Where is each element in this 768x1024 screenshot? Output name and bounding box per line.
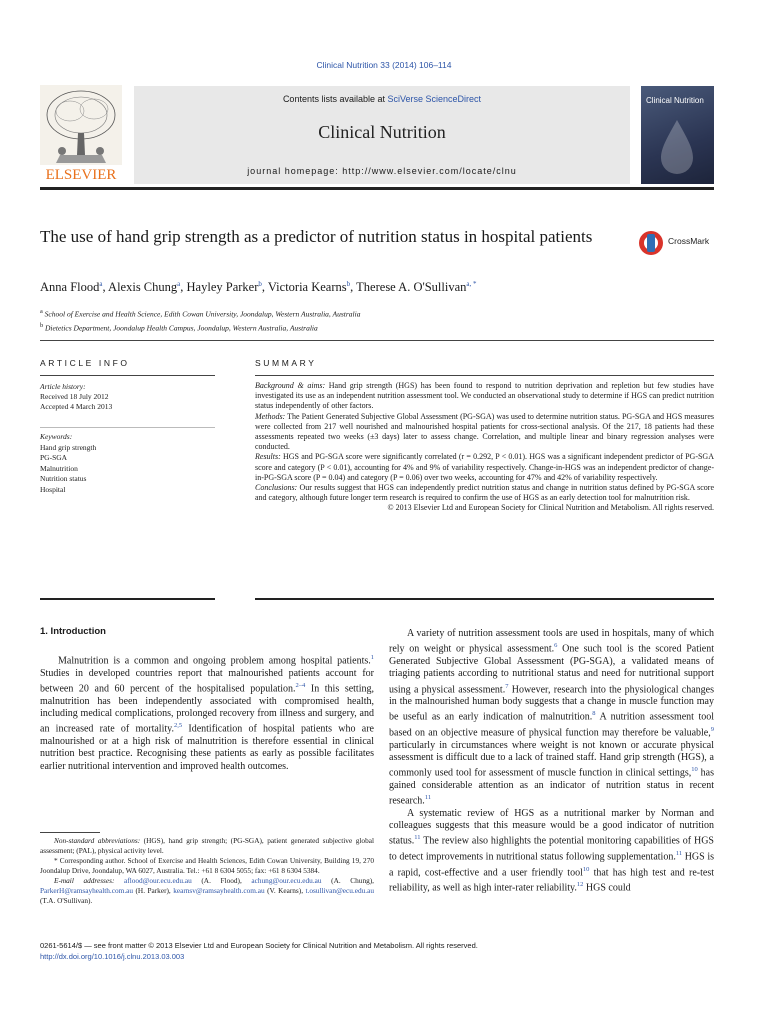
email-link[interactable]: kearnsv@ramsayhealth.com.au bbox=[173, 886, 265, 895]
abstract-methods bbox=[255, 412, 714, 453]
body-column-right bbox=[389, 628, 714, 895]
citation-ref[interactable]: 10 bbox=[691, 766, 698, 774]
methods-label: Methods: bbox=[255, 411, 286, 421]
email-link[interactable]: t.osullivan@ecu.edu.au bbox=[305, 886, 374, 895]
keywords-label: Keywords: bbox=[40, 432, 73, 441]
citation-ref[interactable]: 11 bbox=[675, 850, 683, 858]
text-run: In this setting, malnutrition has been independently associated with compromised health, including medical complications, prolonged recovery from illness and surgery, and an increased rate of mortality. bbox=[40, 683, 374, 735]
journal-name: Clinical Nutrition bbox=[318, 122, 446, 142]
text-run: HGS is a rapid, cost-effective and a user friendly tool bbox=[389, 851, 714, 878]
results-label: Results: bbox=[255, 452, 281, 462]
citation-ref[interactable]: 8 bbox=[592, 710, 596, 718]
text-run: A systematic review of HGS as a nutritional marker by Norman and colleagues suggests that this measure would be a good indicator of nutrition status. bbox=[389, 807, 714, 847]
cover-title: Clinical Nutrition bbox=[646, 96, 704, 105]
abstract bbox=[255, 381, 714, 514]
paragraph bbox=[389, 808, 714, 895]
abbrev-label: Non-standard abbreviations: bbox=[54, 836, 141, 845]
text-run: A nutrition assessment tool based on an objective measure of physical function may therefore be valuable, bbox=[389, 711, 714, 739]
summary-heading: SUMMARY bbox=[255, 358, 317, 368]
author-affiliation-mark[interactable]: a, * bbox=[466, 280, 477, 288]
divider bbox=[40, 340, 714, 341]
affiliations bbox=[40, 306, 714, 333]
text-run: Identification of hospital patients who are malnourished or at a high risk of malnutrition is therefore essential in clinical nutrition best practice. Recognising these patients as early as possible facilitates earlier nutritional intervention and improved health outcomes. bbox=[40, 723, 374, 772]
methods-text: The Patient Generated Subjective Global Assessment (PG-SGA) was used to determine nutrition status. PG-SGA and HGS measures were collected from 217 well nourished and malnourished hospital patients for cross-sectional analysis. Of the 217, 18 patients had these assessments repeated two weeks (±3 days) later to assess change. Correlation, and multiple linear and binary regression analyses were conducted. bbox=[255, 411, 714, 452]
affiliation-text: Dietetics Department, Joondalup Health Campus, Joondalup, Western Australia, Australia bbox=[45, 323, 318, 332]
abbreviations-note bbox=[40, 836, 374, 856]
crossmark-icon bbox=[638, 230, 664, 256]
body-column-left bbox=[40, 626, 374, 773]
affiliation-item bbox=[40, 306, 714, 320]
email-owner: (A. Flood), bbox=[191, 876, 252, 885]
citation-ref[interactable]: 7 bbox=[505, 682, 509, 690]
crossmark-label: CrossMark bbox=[668, 236, 710, 246]
affiliation-text: School of Exercise and Health Science, Edith Cowan University, Joondalup, Western Australia, Australia bbox=[44, 309, 361, 319]
footnotes bbox=[40, 836, 374, 906]
author-affiliation-mark[interactable]: a bbox=[177, 280, 181, 288]
elsevier-logo[interactable] bbox=[40, 85, 122, 183]
keyword: PG-SGA bbox=[40, 453, 68, 462]
citation-ref[interactable]: 10 bbox=[582, 865, 590, 873]
divider bbox=[255, 598, 714, 600]
keyword: Hand grip strength bbox=[40, 442, 97, 452]
text-run: A variety of nutrition assessment tools are used in hospitals, many of which rely on weight or physical assessment. bbox=[389, 628, 714, 655]
text-run: has gained considerable attention as an indicator of nutrition status in recent research. bbox=[389, 767, 714, 807]
crossmark-badge[interactable] bbox=[638, 230, 718, 256]
citation-ref[interactable]: 9 bbox=[710, 726, 714, 734]
author-affiliation-mark[interactable]: a bbox=[99, 280, 103, 288]
author-name[interactable]: Alexis Chung bbox=[108, 280, 178, 295]
conclusions-text: Our results suggest that HGS can independently predict nutrition status and change in nutrition status defined by PG-SGA score and category, although future longer term research is required to confirm the use of HGS as an early detection tool for malnutrition risk. bbox=[255, 483, 714, 503]
divider bbox=[40, 375, 215, 376]
text-run: The review also highlights the potential monitoring capabilities of HGS to detect improvements in nutritional status following supplementation. bbox=[389, 835, 714, 863]
email-owner: (V. Kearns), bbox=[264, 886, 306, 895]
background-text: Hand grip strength (HGS) has been found to respond to nutrition deprivation and repletion but few studies have investigated its use as an independent nutrition assessment tool. We conducted an observational study to determine if HGS can predict nutrition status independently of other factors. bbox=[255, 381, 714, 411]
journal-header-band bbox=[134, 86, 630, 184]
received-date: Received 18 July 2012 bbox=[40, 392, 109, 401]
article-info-heading: ARTICLE INFO bbox=[40, 358, 130, 368]
journal-cover-image[interactable] bbox=[641, 86, 714, 184]
citation-ref[interactable]: 1 bbox=[370, 654, 374, 662]
keywords bbox=[40, 432, 215, 495]
author-name[interactable]: Therese A. O'Sullivan bbox=[356, 280, 467, 295]
text-run: that has high test and re-test reliability, as well as high inter-rater reliability. bbox=[389, 867, 714, 894]
conclusions-label: Conclusions: bbox=[255, 483, 298, 493]
results-text: HGS and PG-SGA score were significantly correlated (r = 0.292, P < 0.01). HGS was a significant independent predictor of PG-SGA score and category (P < 0.01), accounting for 4% and 9% of variability respectively. Change-in-HGS was an independent predictor of change-in-PG-SGA score (P = 0.04) and category (P = 0.06) over two weeks, accounting for 47% and 42% of variability respectively. bbox=[255, 452, 714, 482]
text-run: Malnutrition is a common and ongoing problem among hospital patients. bbox=[58, 655, 371, 667]
divider bbox=[40, 598, 215, 600]
history-label: Article history: bbox=[40, 382, 86, 391]
paragraph bbox=[40, 652, 374, 773]
text-run: Studies in developed countries report that malnourished patients account for between 20 and 60 percent of the hospitalised population. bbox=[40, 667, 374, 695]
citation-ref[interactable]: 2–4 bbox=[295, 682, 306, 690]
text-run: However, research into the physiological changes in the malnourished human body suggests that a change in muscle function may be useful as an early indication of malnutrition. bbox=[389, 683, 715, 723]
copyright-notice: © 2013 Elsevier Ltd and European Society for Clinical Nutrition and Metabolism. All rights reserved. bbox=[387, 503, 714, 513]
email-link[interactable]: ParkerH@ramsayhealth.com.au bbox=[40, 886, 134, 895]
citation-ref[interactable]: 11 bbox=[424, 794, 432, 802]
citation-ref[interactable]: 6 bbox=[554, 642, 558, 650]
journal-homepage[interactable]: journal homepage: http://www.elsevier.com/locate/clnu bbox=[247, 166, 517, 176]
header-rule bbox=[40, 187, 714, 190]
paragraph bbox=[389, 628, 714, 808]
elsevier-tree-icon bbox=[40, 85, 122, 183]
keyword: Hospital bbox=[40, 484, 66, 494]
contents-prefix: Contents lists available at bbox=[282, 94, 388, 104]
author-affiliation-mark[interactable]: b bbox=[346, 280, 351, 288]
email-link[interactable]: achung@our.ecu.edu.au bbox=[251, 876, 322, 885]
email-note bbox=[40, 876, 374, 906]
section-heading: 1. Introduction bbox=[40, 626, 106, 637]
affiliation-mark: a bbox=[40, 308, 43, 315]
email-owner: (A. Chung), bbox=[321, 876, 375, 885]
abstract-background bbox=[255, 381, 714, 412]
corresponding-author-note: * Corresponding author. School of Exercise and Health Sciences, Edith Cowan University, Building 19, 270 Joondalup Drive, Joondalup, WA 6027, Australia. Tel.: +61 8 6304 5055; fax: +61 8 6304 5384. bbox=[40, 856, 374, 875]
email-owner: (T.A. O'Sullivan). bbox=[40, 896, 93, 905]
issn-line: 0261-5614/$ — see front matter © 2013 Elsevier Ltd and European Society for Clinical Nutrition and Metabolism. All rights reserved. bbox=[40, 941, 478, 950]
article-history bbox=[40, 382, 215, 412]
journal-citation[interactable]: Clinical Nutrition 33 (2014) 106–114 bbox=[316, 60, 452, 70]
abstract-results bbox=[255, 452, 714, 483]
publisher-wordmark: ELSEVIER bbox=[45, 167, 117, 183]
citation-ref[interactable]: 12 bbox=[576, 881, 584, 889]
email-link[interactable]: aflood@our.ecu.edu.au bbox=[124, 876, 192, 885]
divider bbox=[255, 375, 714, 376]
background-label: Background & aims: bbox=[255, 381, 326, 390]
email-owner: (H. Parker), bbox=[133, 886, 174, 895]
affiliation-mark: b bbox=[40, 321, 44, 329]
accepted-date: Accepted 4 March 2013 bbox=[40, 402, 113, 411]
citation-ref[interactable]: 2,5 bbox=[174, 722, 183, 730]
abstract-conclusions bbox=[255, 483, 714, 503]
author-list: Anna Flood$^a$, Alexis Chung$^a$, Hayley Parker$^b$, Victoria Kearns$^b$, Therese A. O'Sullivan$^{a, *}$ bbox=[40, 280, 477, 295]
affiliation-item bbox=[40, 320, 714, 334]
contents-line bbox=[134, 94, 630, 104]
divider bbox=[40, 427, 215, 428]
article-title: The use of hand grip strength as a predictor of nutrition status in hospital patients bbox=[40, 227, 593, 246]
email-label: E-mail addresses: bbox=[54, 876, 115, 885]
citation-ref[interactable]: 11 bbox=[414, 834, 421, 842]
keyword: Nutrition status bbox=[40, 474, 87, 483]
text-run: One such tool is the scored Patient Generated Subjective Global Assessment (PG-SGA), a validated means of triaging patients according to nutritional status and need for nutritional support using a physical assessment. bbox=[389, 643, 714, 695]
page-footer bbox=[40, 940, 714, 962]
author-name[interactable]: Hayley Parker bbox=[186, 280, 259, 295]
sciencedirect-link[interactable]: SciVerse ScienceDirect bbox=[387, 94, 482, 104]
text-run: particularly in circumstances where weight is not known or accurate physical assessment is difficult due to a lack of trained staff. Hand grip strength (HGS), a commonly used tool for assessment of muscle function in clinical settings, bbox=[389, 739, 714, 779]
author-affiliation-mark[interactable]: b bbox=[258, 280, 262, 288]
water-drop-icon bbox=[657, 116, 697, 176]
doi-link[interactable]: http://dx.doi.org/10.1016/j.clnu.2013.03.003 bbox=[40, 952, 185, 961]
footnote-rule bbox=[40, 832, 100, 833]
keyword: Malnutrition bbox=[40, 463, 78, 473]
abbrev-text: (HGS), hand grip strength; (PG-SGA), patient generated subjective global assessment; (PAL), physical activity level. bbox=[40, 836, 374, 855]
text-run: HGS could bbox=[583, 882, 631, 894]
author-name[interactable]: Victoria Kearns bbox=[267, 280, 347, 295]
author-name[interactable]: Anna Flood bbox=[40, 280, 100, 295]
